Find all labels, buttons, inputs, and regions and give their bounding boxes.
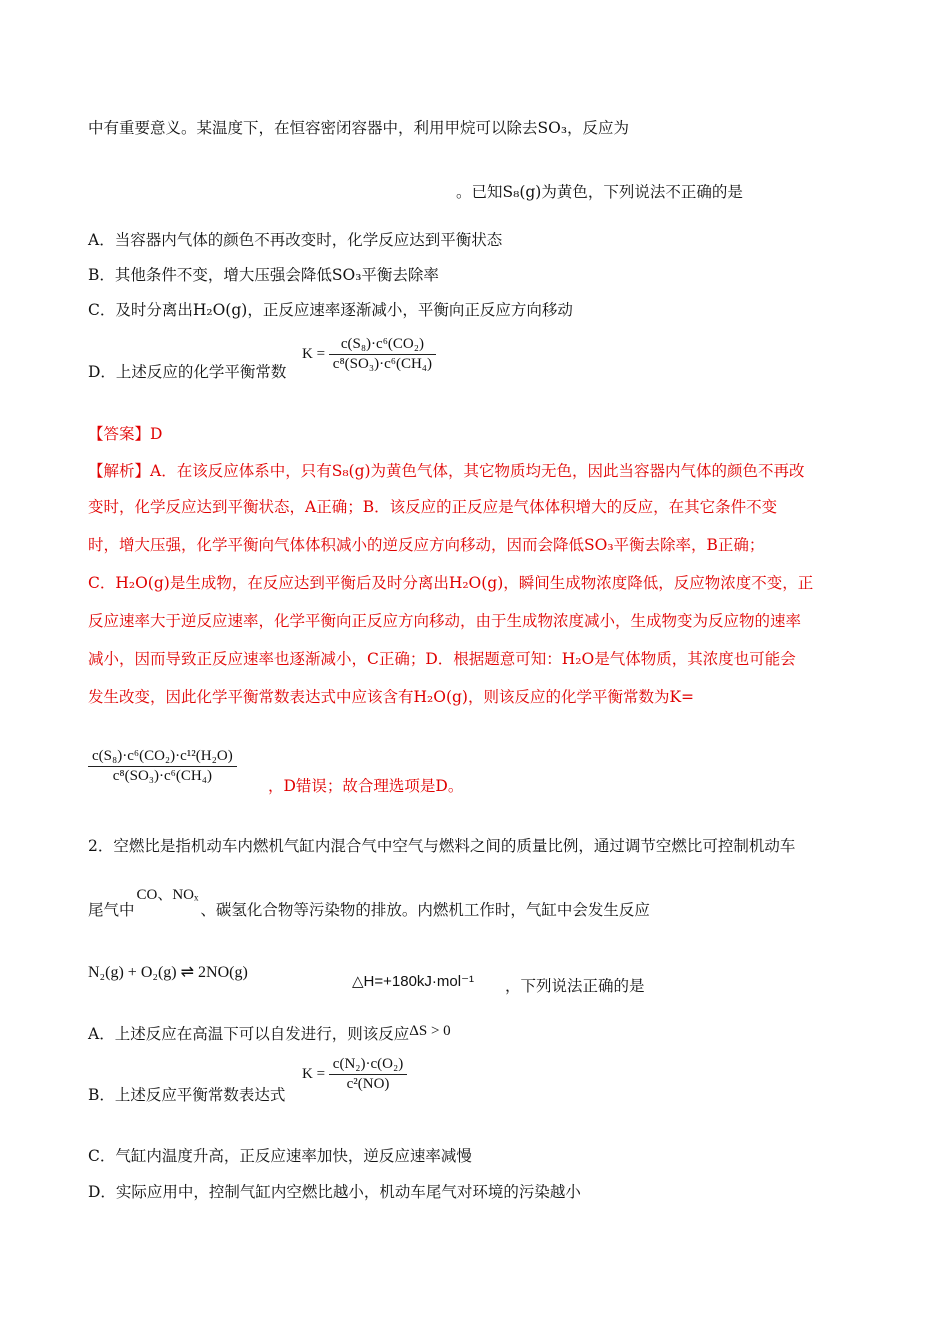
q2-stem-line3-tail: ，下列说法正确的是 (505, 977, 645, 995)
analysis-label: 【解析】 (88, 462, 151, 480)
analysis-line-3: 时，增大压强，化学平衡向气体体积减小的逆反应方向移动，因而会降低SO₃平衡去除率，B正确； (88, 536, 765, 554)
answer-label: 【答案】D (88, 425, 163, 443)
q2-enthalpy: △H=+180kJ·mol⁻¹ (352, 973, 474, 990)
q1-option-a: A．当容器内气体的颜色不再改变时，化学反应达到平衡状态 (88, 231, 503, 249)
q2-option-c: C．气缸内温度升高，正反应速率加快，逆反应速率减慢 (88, 1147, 472, 1165)
q2-option-b: B．上述反应平衡常数表达式 (88, 1086, 286, 1104)
q2-stem-line2 (88, 887, 650, 921)
q1-stem-line1: 中有重要意义。某温度下，在恒容密闭容器中，利用甲烷可以除去SO₃，反应为 (88, 119, 630, 137)
q1-stem-line2: 。已知S₈(g)为黄色，下列说法不正确的是 (456, 183, 743, 201)
analysis-line-4: C．H₂O(g)是生成物，在反应达到平衡后及时分离出H₂O(g)，瞬间生成物浓度降低，反应物浓度不变，正 (88, 574, 814, 592)
q2-reaction-equation: N₂(g) + O₂(g) ⇌ 2NO(g) (88, 964, 248, 981)
analysis-line-5: 反应速率大于逆反应速率，化学平衡向正反应方向移动，由于生成物浓度减小，生成物变为反应物的速率 (88, 612, 802, 630)
q1-option-b: B．其他条件不变，增大压强会降低SO₃平衡去除率 (88, 266, 439, 284)
formula-denominator: c⁸(SO₃)·c⁶(CH₄) (332, 356, 433, 372)
q2-option-d: D．实际应用中，控制气缸内空燃比越小，机动车尾气对环境的污染越小 (88, 1183, 581, 1201)
q2-stem-line2-start: 尾气中 (88, 901, 135, 919)
analysis-line-2: 变时，化学反应达到平衡状态，A正确；B．该反应的正反应是气体体积增大的反应，在其它条件不变 (88, 498, 778, 516)
q2-pollutant-formula: CO、NOₓ (136, 887, 199, 903)
q2-stem-line1: 2．空燃比是指机动车内燃机气缸内混合气中空气与燃料之间的质量比例，通过调节空燃比可控制机动车 (88, 837, 796, 855)
analysis-line-7: 发生改变，因此化学平衡常数表达式中应该含有H₂O(g)，则该反应的化学平衡常数为K= (88, 688, 695, 706)
analysis-k-formula (88, 748, 237, 785)
q2-option-a (88, 1024, 451, 1045)
q2-stem-line2-end: 、碳氢化合物等污染物的排放。内燃机工作时，气缸中会发生反应 (200, 901, 650, 919)
formula-denominator: c⁸(SO₃)·c⁶(CH₄) (112, 768, 212, 784)
analysis-line-6: 减小，因而导致正反应速率也逐渐减小，C正确；D．根据题意可知：H₂O是气体物质，其浓度也可能会 (88, 650, 796, 668)
analysis-line-1 (88, 461, 805, 481)
q1-option-c: C．及时分离出H₂O(g)，正反应速率逐渐减小，平衡向正反应方向移动 (88, 301, 573, 319)
formula-numerator: c(S₈)·c⁶(CO₂) (329, 336, 436, 355)
formula-k-label: K = (302, 346, 326, 362)
formula-numerator: c(N₂)·c(O₂) (329, 1056, 407, 1075)
formula-denominator: c²(NO) (346, 1076, 390, 1092)
q1-option-d-formula (302, 336, 436, 373)
q1-option-d: D．上述反应的化学平衡常数 (88, 363, 287, 381)
formula-numerator: c(S₈)·c⁶(CO₂)·c¹²(H₂O) (88, 748, 237, 767)
formula-k-label: K = (302, 1066, 326, 1082)
q2-option-a-formula: ΔS > 0 (409, 1023, 451, 1039)
analysis-tail: ，D错误；故合理选项是D。 (268, 777, 464, 795)
q2-option-a-text: A．上述反应在高温下可以自发进行，则该反应 (88, 1025, 410, 1043)
q2-option-b-formula (302, 1056, 407, 1093)
analysis-text: A．在该反应体系中，只有S₈(g)为黄色气体，其它物质均无色，因此当容器内气体的颜色不再改 (150, 462, 805, 480)
